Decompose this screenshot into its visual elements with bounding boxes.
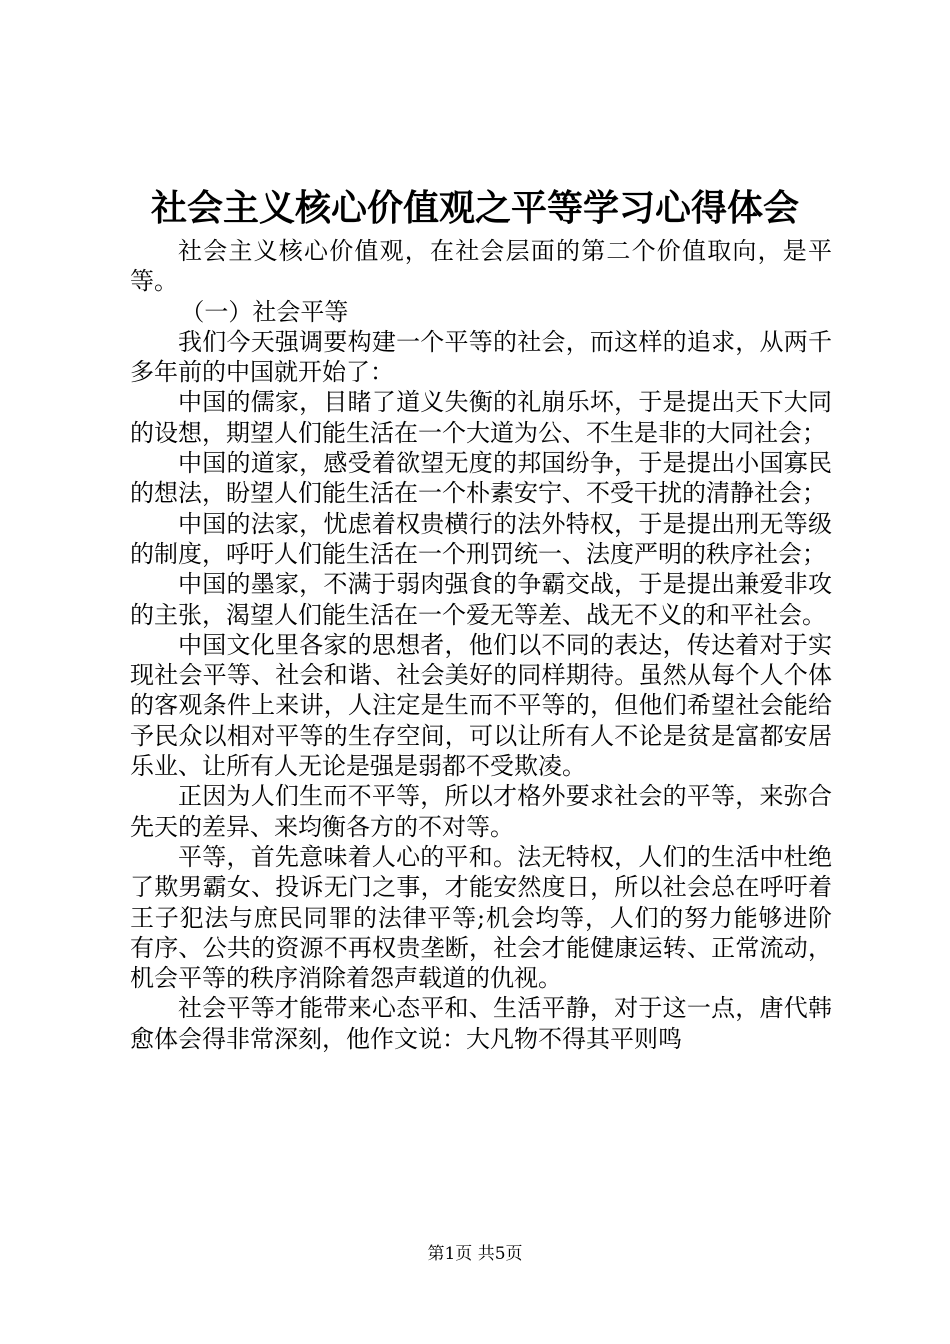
paragraph: 中国的法家，忧虑着权贵横行的法外特权，于是提出刑无等级的制度，呼吁人们能生活在一个刑罚统一、法度严明的秩序社会； — [130, 509, 832, 568]
document-body — [130, 236, 832, 1054]
paragraph: 社会平等才能带来心态平和、生活平静，对于这一点，唐代韩愈体会得非常深刻，他作文说：大凡物不得其平则鸣 — [130, 994, 832, 1053]
paragraph: 我们今天强调要构建一个平等的社会，而这样的追求，从两千多年前的中国就开始了： — [130, 327, 832, 387]
paragraph: 正因为人们生而不平等，所以才格外要求社会的平等，来弥合先天的差异、来均衡各方的不对等。 — [130, 782, 832, 841]
paragraph: 中国文化里各家的思想者，他们以不同的表达，传达着对于实现社会平等、社会和谐、社会美好的同样期待。虽然从每个人个体的客观条件上来讲，人注定是生而不平等的，但他们希望社会能给予民众以相对平等的生存空间，可以让所有人不论是贫是富都安居乐业、让所有人无论是强是弱都不受欺凌。 — [130, 630, 832, 781]
paragraph: 中国的道家，感受着欲望无度的邦国纷争，于是提出小国寡民的想法，盼望人们能生活在一个朴素安宁、不受干扰的清静社会； — [130, 449, 832, 508]
document-title: 社会主义核心价值观之平等学习心得体会 — [150, 187, 799, 229]
paragraph: 社会主义核心价值观，在社会层面的第二个价值取向，是平等。 — [130, 237, 832, 296]
paragraph: 中国的儒家，目睹了道义失衡的礼崩乐坏，于是提出天下大同的设想，期望人们能生活在一个大道为公、不生是非的大同社会； — [130, 388, 832, 447]
page-footer: 第1页 共5页 — [427, 1244, 523, 1264]
section-heading: （一）社会平等 — [180, 297, 349, 326]
paragraph: 平等，首先意味着人心的平和。法无特权，人们的生活中杜绝了欺男霸女、投诉无门之事，才能安然度日，所以社会总在呼吁着王子犯法与庶民同罪的法律平等;机会均等，人们的努力能够进阶有序、公共的资源不再权贵垄断，社会才能健康运转、正常流动，机会平等的秩序消除着怨声载道的仇视。 — [130, 842, 832, 993]
paragraph: 中国的墨家，不满于弱肉强食的争霸交战，于是提出兼爱非攻的主张，渴望人们能生活在一个爱无等差、战无不义的和平社会。 — [130, 570, 832, 629]
